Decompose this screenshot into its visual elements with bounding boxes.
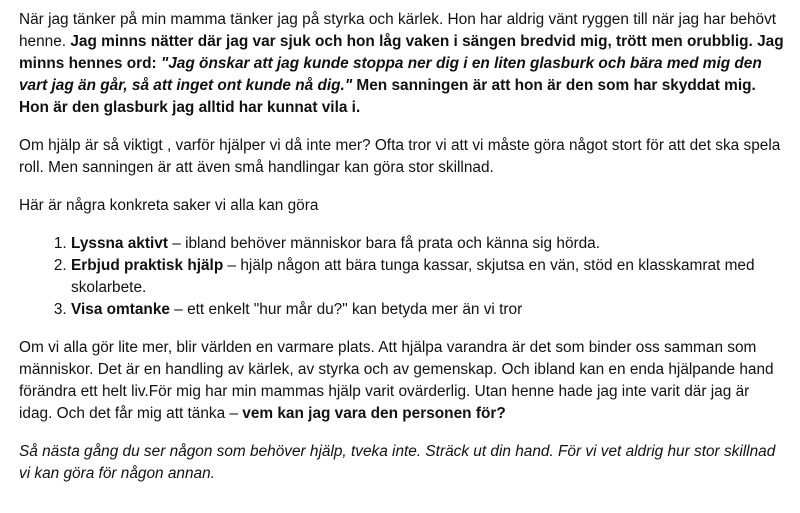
- mother-quote: "Jag önskar att jag kunde stoppa ner dig i en liten glasburk och bära med mig den vart jag än går, så att inget ont kunde nå dig.": [19, 55, 762, 94]
- paragraph-mother-intro: När jag tänker på min mamma tänker jag på styrka och kärlek. Hon har aldrig vänt ryggen till när jag har behövt henne.: [19, 11, 777, 50]
- paragraph-warmer-world: [19, 337, 784, 425]
- paragraph-mother-memory: Jag minns nätter där jag var sjuk och hon låg vaken i sängen bredvid mig, trött men orubblig. Jag minns hennes ord:: [19, 33, 784, 72]
- list-item-text: – hjälp någon att bära tunga kassar, skjutsa en vän, stöd en klasskamrat med skolarbete.: [71, 257, 755, 296]
- list-item-text: – ibland behöver människor bara få prata och känna sig hörda.: [167, 235, 601, 252]
- paragraph-closing-text: Så nästa gång du ser någon som behöver hjälp, tveka inte. Sträck ut din hand. För vi vet aldrig hur stor skillnad vi kan göra för någon annan.: [19, 443, 776, 482]
- list-item-title: Erbjud praktisk hjälp: [71, 257, 224, 274]
- paragraph-mother: [19, 9, 784, 119]
- help-list: [19, 233, 784, 321]
- list-item: [71, 233, 784, 255]
- paragraph-list-intro: Här är några konkreta saker vi alla kan göra: [19, 197, 319, 214]
- list-item-title: Lyssna aktivt: [71, 235, 168, 252]
- list-item-text: – ett enkelt "hur mår du?" kan betyda mer än vi tror: [169, 301, 523, 318]
- paragraph-warmer-world-question: vem kan jag vara den personen för?: [242, 405, 506, 422]
- list-item-title: Visa omtanke: [71, 301, 170, 318]
- paragraph-why-help: Om hjälp är så viktigt , varför hjälper vi då inte mer? Ofta tror vi att vi måste göra något stort för att det ska spela roll. Men sanningen är att även små handlingar kan göra stor skillnad.: [19, 137, 781, 176]
- paragraph-warmer-world-text: Om vi alla gör lite mer, blir världen en varmare plats. Att hjälpa varandra är det som binder oss samman som människor. Det är en handling av kärlek, av styrka och av gemenskap. Och ibland kan en enda hjälpande hand förändra ett helt liv.För mig har min mammas hjälp varit ovärderlig. Utan henne hade jag inte varit där jag är idag. Och det får mig att tänka –: [19, 339, 774, 422]
- paragraph-closing: [19, 441, 784, 485]
- paragraph-mother-conclusion: Men sanningen är att hon är den som har skyddat mig. Hon är den glasburk jag alltid har kunnat vila i.: [19, 77, 756, 116]
- list-item: [71, 299, 784, 321]
- list-item: [71, 255, 784, 299]
